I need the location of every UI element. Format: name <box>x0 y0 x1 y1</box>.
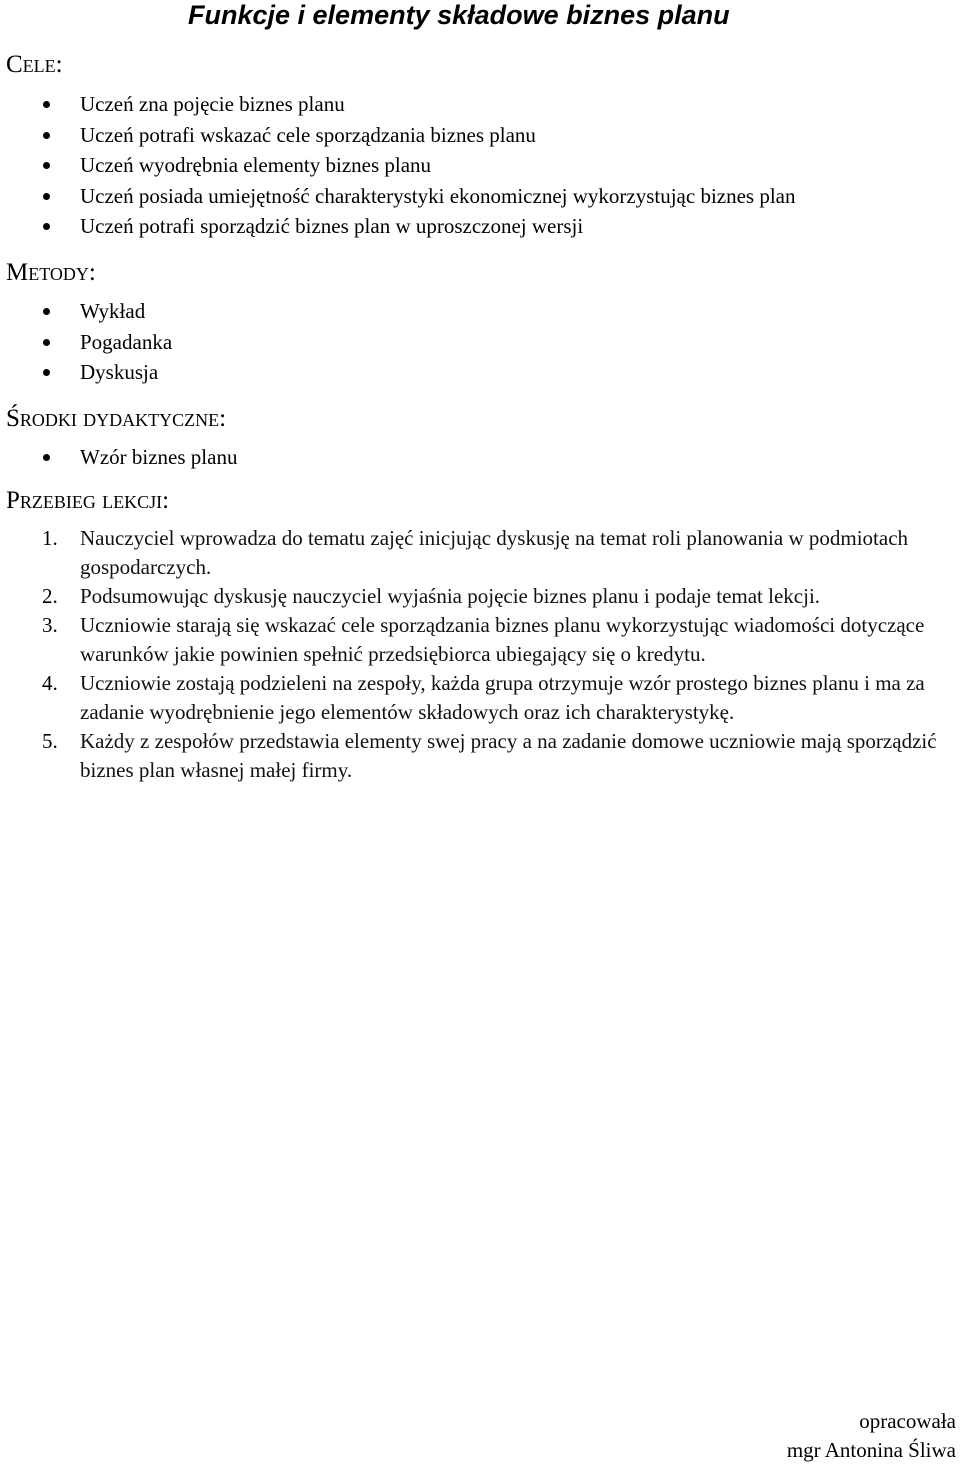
step-text: Uczniowie starają się wskazać cele sporządzania biznes planu wykorzystując wiadomości dotyczące warunków jakie powinien spełnić przedsiębiorca ubiegający się o kredytu. <box>80 613 925 666</box>
bullet-icon <box>43 454 50 461</box>
section-heading-cele: Cele: <box>6 51 63 78</box>
cele-list <box>0 89 796 242</box>
step-number: 2. <box>42 584 58 608</box>
list-item: Uczeń posiada umiejętność charakterystyki ekonomicznej wykorzystując biznes plan <box>0 181 796 212</box>
bullet-icon <box>43 223 50 230</box>
section-heading-srodki: Środki dydaktyczne: <box>6 405 227 432</box>
bullet-icon <box>43 162 50 169</box>
list-item: Wzór biznes planu <box>0 442 237 473</box>
bullet-icon <box>43 369 50 376</box>
bullet-icon <box>43 308 50 315</box>
step-text: Nauczyciel wprowadza do tematu zajęć inicjując dyskusję na temat roli planowania w podmiotach gospodarczych. <box>80 526 909 579</box>
signature-line-2: mgr Antonina Śliwa <box>786 1438 956 1462</box>
list-item <box>0 611 960 669</box>
list-item: Dyskusja <box>0 357 172 388</box>
section-heading-przebieg: Przebieg lekcji: <box>6 487 170 514</box>
list-item <box>0 582 960 611</box>
bullet-icon <box>43 132 50 139</box>
step-number: 1. <box>42 526 58 550</box>
list-item <box>0 524 960 582</box>
section-heading-metody: Metody: <box>6 259 96 286</box>
bullet-icon <box>43 101 50 108</box>
list-item: Wykład <box>0 296 172 327</box>
list-item: Uczeń zna pojęcie biznes planu <box>0 89 796 120</box>
step-text: Podsumowując dyskusję nauczyciel wyjaśnia pojęcie biznes planu i podaje temat lekcji. <box>80 584 821 608</box>
signature-line-1: opracowała <box>859 1409 956 1433</box>
step-number: 4. <box>42 671 58 695</box>
step-text: Każdy z zespołów przedstawia elementy swej pracy a na zadanie domowe uczniowie mają sporządzić biznes plan własnej małej firmy. <box>80 729 937 782</box>
list-item: Uczeń wyodrębnia elementy biznes planu <box>0 150 796 181</box>
author-signature <box>787 1407 956 1465</box>
przebieg-list <box>0 524 960 785</box>
step-text: Uczniowie zostają podzieleni na zespoły, każda grupa otrzymuje wzór prostego biznes planu i ma za zadanie wyodrębnienie jego elementów składowych oraz ich charakterystykę. <box>80 671 925 724</box>
metody-list <box>0 296 172 388</box>
list-item: Pogadanka <box>0 327 172 358</box>
list-item: Uczeń potrafi wskazać cele sporządzania biznes planu <box>0 120 796 151</box>
list-item <box>0 669 960 727</box>
srodki-list <box>0 442 237 473</box>
bullet-icon <box>43 193 50 200</box>
step-number: 3. <box>42 613 58 637</box>
document-title: Funkcje i elementy składowe biznes planu <box>188 0 730 30</box>
step-number: 5. <box>42 729 58 753</box>
list-item <box>0 727 960 785</box>
bullet-icon <box>43 339 50 346</box>
list-item: Uczeń potrafi sporządzić biznes plan w uproszczonej wersji <box>0 211 796 242</box>
